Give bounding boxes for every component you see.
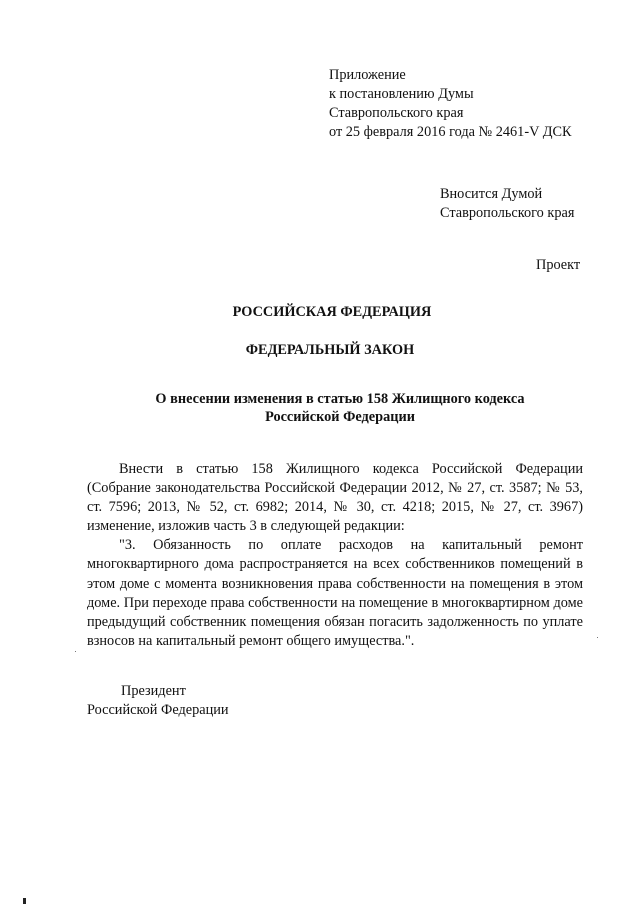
country-heading: РОССИЙСКАЯ ФЕДЕРАЦИЯ: [232, 304, 432, 320]
appendix-line: к постановлению Думы: [329, 86, 474, 102]
law-body: [87, 460, 583, 651]
signature-org: Российской Федерации: [87, 702, 229, 718]
doc-type-heading: ФЕДЕРАЛЬНЫЙ ЗАКОН: [245, 342, 415, 358]
law-title-line: О внесении изменения в статью 158 Жилищного кодекса: [155, 391, 525, 407]
introduced-by-block: [440, 185, 630, 223]
amendment-paragraph: "3. Обязанность по оплате расходов на капитальный ремонт многоквартирного дома распространяется на всех собственников помещений в этом доме с момента возникновения права собственности на помещения в этом доме. При переходе права собственности на помещение в многоквартирном доме предыдущий собственник помещения обязан погасить задолженность по уплате взносов на капитальный ремонт общего имущества.".: [87, 537, 583, 649]
signature-block: [87, 682, 229, 720]
signature-title: Президент: [121, 683, 186, 699]
scan-mark: [23, 898, 26, 904]
appendix-line: от 25 февраля 2016 года № 2461-V ДСК: [329, 124, 572, 140]
body-paragraph: Внести в статью 158 Жилищного кодекса Российской Федерации (Собрание законодательства Российской Федерации 2012, № 27, ст. 3587; № 53, ст. 7596; 2013, № 52, ст. 6982; 2014, № 30, ст. 4218; 2015, № 27, ст. 3967) изменение, изложив часть 3 в следующей редакции:: [87, 461, 583, 535]
appendix-line: Ставропольского края: [329, 105, 464, 121]
project-label: Проект: [536, 257, 581, 273]
law-title: [100, 390, 580, 426]
appendix-line: Приложение: [329, 67, 406, 83]
appendix-block: [329, 66, 629, 142]
law-title-line: Российской Федерации: [265, 409, 415, 425]
introduced-line: Вносится Думой: [440, 186, 543, 202]
introduced-line: Ставропольского края: [440, 205, 575, 221]
scan-speck: [597, 637, 598, 638]
scan-speck: [75, 651, 76, 652]
